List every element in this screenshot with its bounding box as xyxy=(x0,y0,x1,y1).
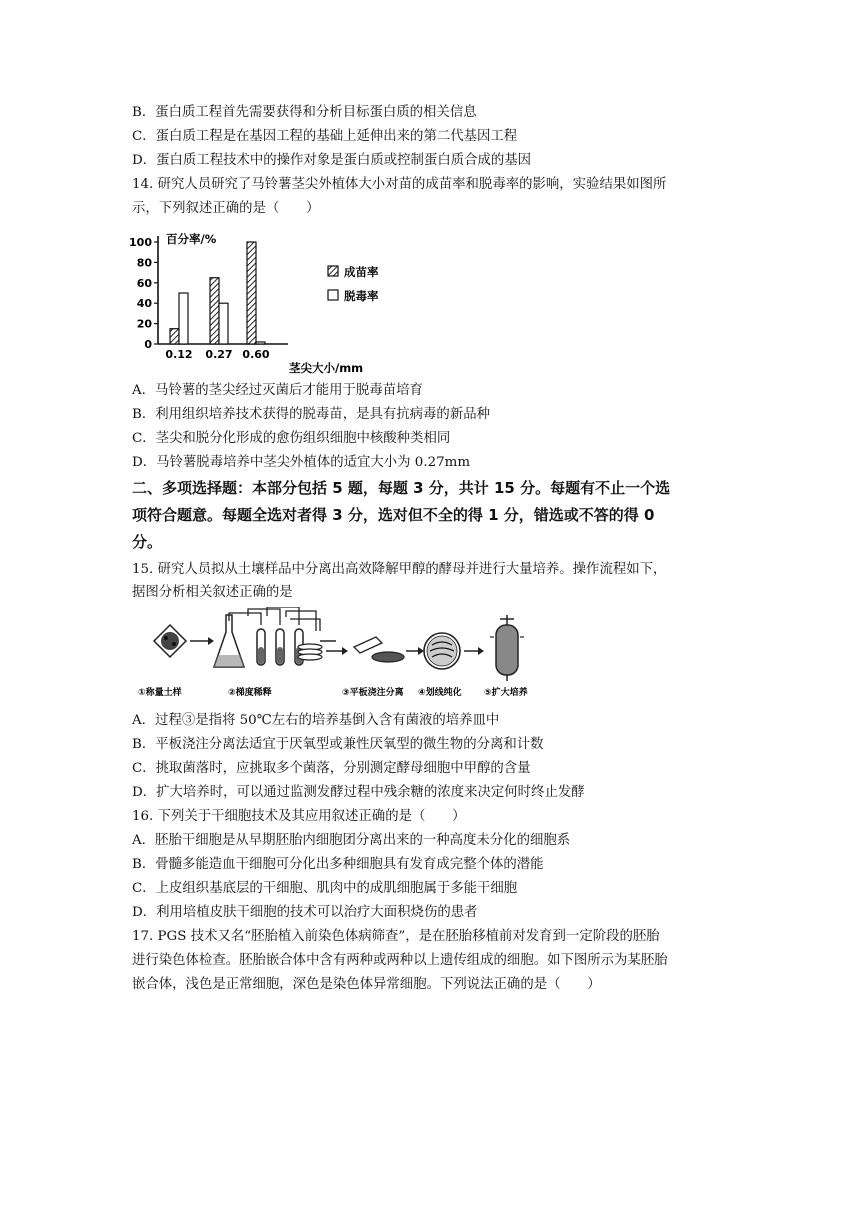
q13-option-b: B．蛋白质工程首先需要获得和分析目标蛋白质的相关信息 xyxy=(132,105,477,120)
chart-y-tick-label: 100 xyxy=(129,236,152,249)
test-tube-2-icon xyxy=(276,629,284,665)
chart-y-label: 百分率/% xyxy=(166,232,217,246)
q14-option-d: D．马铃薯脱毒培养中茎尖外植体的适宜大小为 0.27mm xyxy=(132,455,471,470)
q17-line2: 进行染色体检查。胚胎嵌合体中含有两种或两种以上遗传组成的细胞。如下图所示为某胚胎 xyxy=(132,953,668,968)
section2-line3: 分。 xyxy=(132,533,163,551)
pour-plate-icon xyxy=(354,637,404,662)
q17-line1: 17. PGS 技术又名“胚胎植入前染色体病筛查”，是在胚胎移植前对发育到一定阶段的胚胎 xyxy=(132,929,660,944)
chart-bar-detox-rate xyxy=(179,293,188,344)
q13-option-c: C．蛋白质工程是在基因工程的基础上延伸出来的第二代基因工程 xyxy=(132,129,518,144)
flask-icon xyxy=(214,615,244,667)
q16-option-d: D．利用培植皮肤干细胞的技术可以治疗大面积烧伤的患者 xyxy=(132,905,478,920)
q16-option-a: A．胚胎干细胞是从早期胚胎内细胞团分离出来的一种高度未分化的细胞系 xyxy=(132,833,571,848)
q15-stem-line2: 据图分析相关叙述正确的是 xyxy=(132,585,293,600)
chart-y-tick-label: 80 xyxy=(136,256,152,270)
test-tube-1-icon xyxy=(257,629,265,665)
arrow-1-icon xyxy=(190,637,214,645)
q17-line3: 嵌合体，浅色是正常细胞，深色是染色体异常细胞。下列说法正确的是（ ） xyxy=(132,977,601,992)
q14-stem-line1: 14. 研究人员研究了马铃薯茎尖外植体大小对苗的成苗率和脱毒率的影响，实验结果如图所 xyxy=(132,177,667,192)
section2-line1: 二、多项选择题：本部分包括 5 题，每题 3 分，共计 15 分。每题有不止一个选 xyxy=(132,479,671,497)
arrow-4-icon xyxy=(406,647,424,655)
section2-line2: 项符合题意。每题全选对者得 3 分，选对但不全的得 1 分，错选或不答的得 0 xyxy=(132,506,655,524)
q16-option-c: C．上皮组织基底层的干细胞、肌肉中的成肌细胞属于多能干细胞 xyxy=(132,881,518,896)
arrow-3-icon xyxy=(326,647,348,655)
chart-bar-detox-rate xyxy=(219,303,228,344)
chart-x-label: 茎尖大小/mm xyxy=(289,361,364,375)
q16-stem: 16. 下列关于干细胞技术及其应用叙述正确的是（ ） xyxy=(132,809,466,824)
legend-swatch xyxy=(328,266,338,276)
step-label-2: ②梯度稀释 xyxy=(228,688,272,698)
chart-y-tick-label: 20 xyxy=(136,317,152,331)
chart-category-label: 0.60 xyxy=(242,348,270,361)
chart-category-label: 0.27 xyxy=(205,348,233,361)
fermenter-icon xyxy=(490,615,524,681)
arrow-5-icon xyxy=(464,647,484,655)
chart-bar-seedling-rate xyxy=(210,278,219,344)
q15-flow-diagram xyxy=(130,607,540,702)
q15-option-c: C．挑取菌落时，应挑取多个菌落，分别测定酵母细胞中甲醇的含量 xyxy=(132,761,531,776)
q13-option-d: D．蛋白质工程技术中的操作对象是蛋白质或控制蛋白质合成的基因 xyxy=(132,153,532,168)
chart-bar-seedling-rate xyxy=(247,242,256,344)
streak-plate-icon xyxy=(424,633,460,669)
pipette-arrows-icon xyxy=(229,607,320,631)
chart-category-label: 0.12 xyxy=(165,348,193,361)
chart-y-tick-label: 40 xyxy=(136,297,152,311)
legend-label: 脱毒率 xyxy=(344,289,379,303)
q14-option-c: C．茎尖和脱分化形成的愈伤组织细胞中核酸种类相同 xyxy=(132,431,451,446)
chart-bar-detox-rate xyxy=(256,342,265,344)
step-label-1: ①称量土样 xyxy=(138,688,182,698)
q16-option-b: B．骨髓多能造血干细胞可分化出多种细胞具有发育成完整个体的潜能 xyxy=(132,857,544,872)
step-label-4: ④划线纯化 xyxy=(418,688,462,698)
chart-y-tick-label: 0 xyxy=(144,338,152,351)
q15-option-a: A．过程③是指将 50℃左右的培养基倒入含有菌液的培养皿中 xyxy=(132,713,500,728)
q15-stem-line1: 15. 研究人员拟从土壤样品中分离出高效降解甲醇的酵母并进行大量培养。操作流程如下， xyxy=(132,562,667,577)
plate-stack-icon xyxy=(298,644,322,660)
q15-option-b: B．平板浇注分离法适宜于厌氧型或兼性厌氧型的微生物的分离和计数 xyxy=(132,737,544,752)
q14-bar-chart xyxy=(128,226,428,376)
chart-bar-seedling-rate xyxy=(170,329,179,344)
q14-stem-line2: 示，下列叙述正确的是（ ） xyxy=(132,201,320,216)
step-label-5: ⑤扩大培养 xyxy=(484,688,528,698)
soil-sample-icon xyxy=(154,625,186,657)
q15-option-d: D．扩大培养时，可以通过监测发酵过程中残余糖的浓度来决定何时终止发酵 xyxy=(132,785,585,800)
legend-label: 成苗率 xyxy=(344,265,379,279)
q14-option-b: B．利用组织培养技术获得的脱毒苗，是具有抗病毒的新品种 xyxy=(132,407,490,422)
legend-swatch xyxy=(328,290,338,300)
chart-y-tick-label: 60 xyxy=(136,276,152,290)
q14-option-a: A．马铃薯的茎尖经过灭菌后才能用于脱毒苗培育 xyxy=(132,383,423,398)
step-label-3: ③平板浇注分离 xyxy=(342,688,404,698)
